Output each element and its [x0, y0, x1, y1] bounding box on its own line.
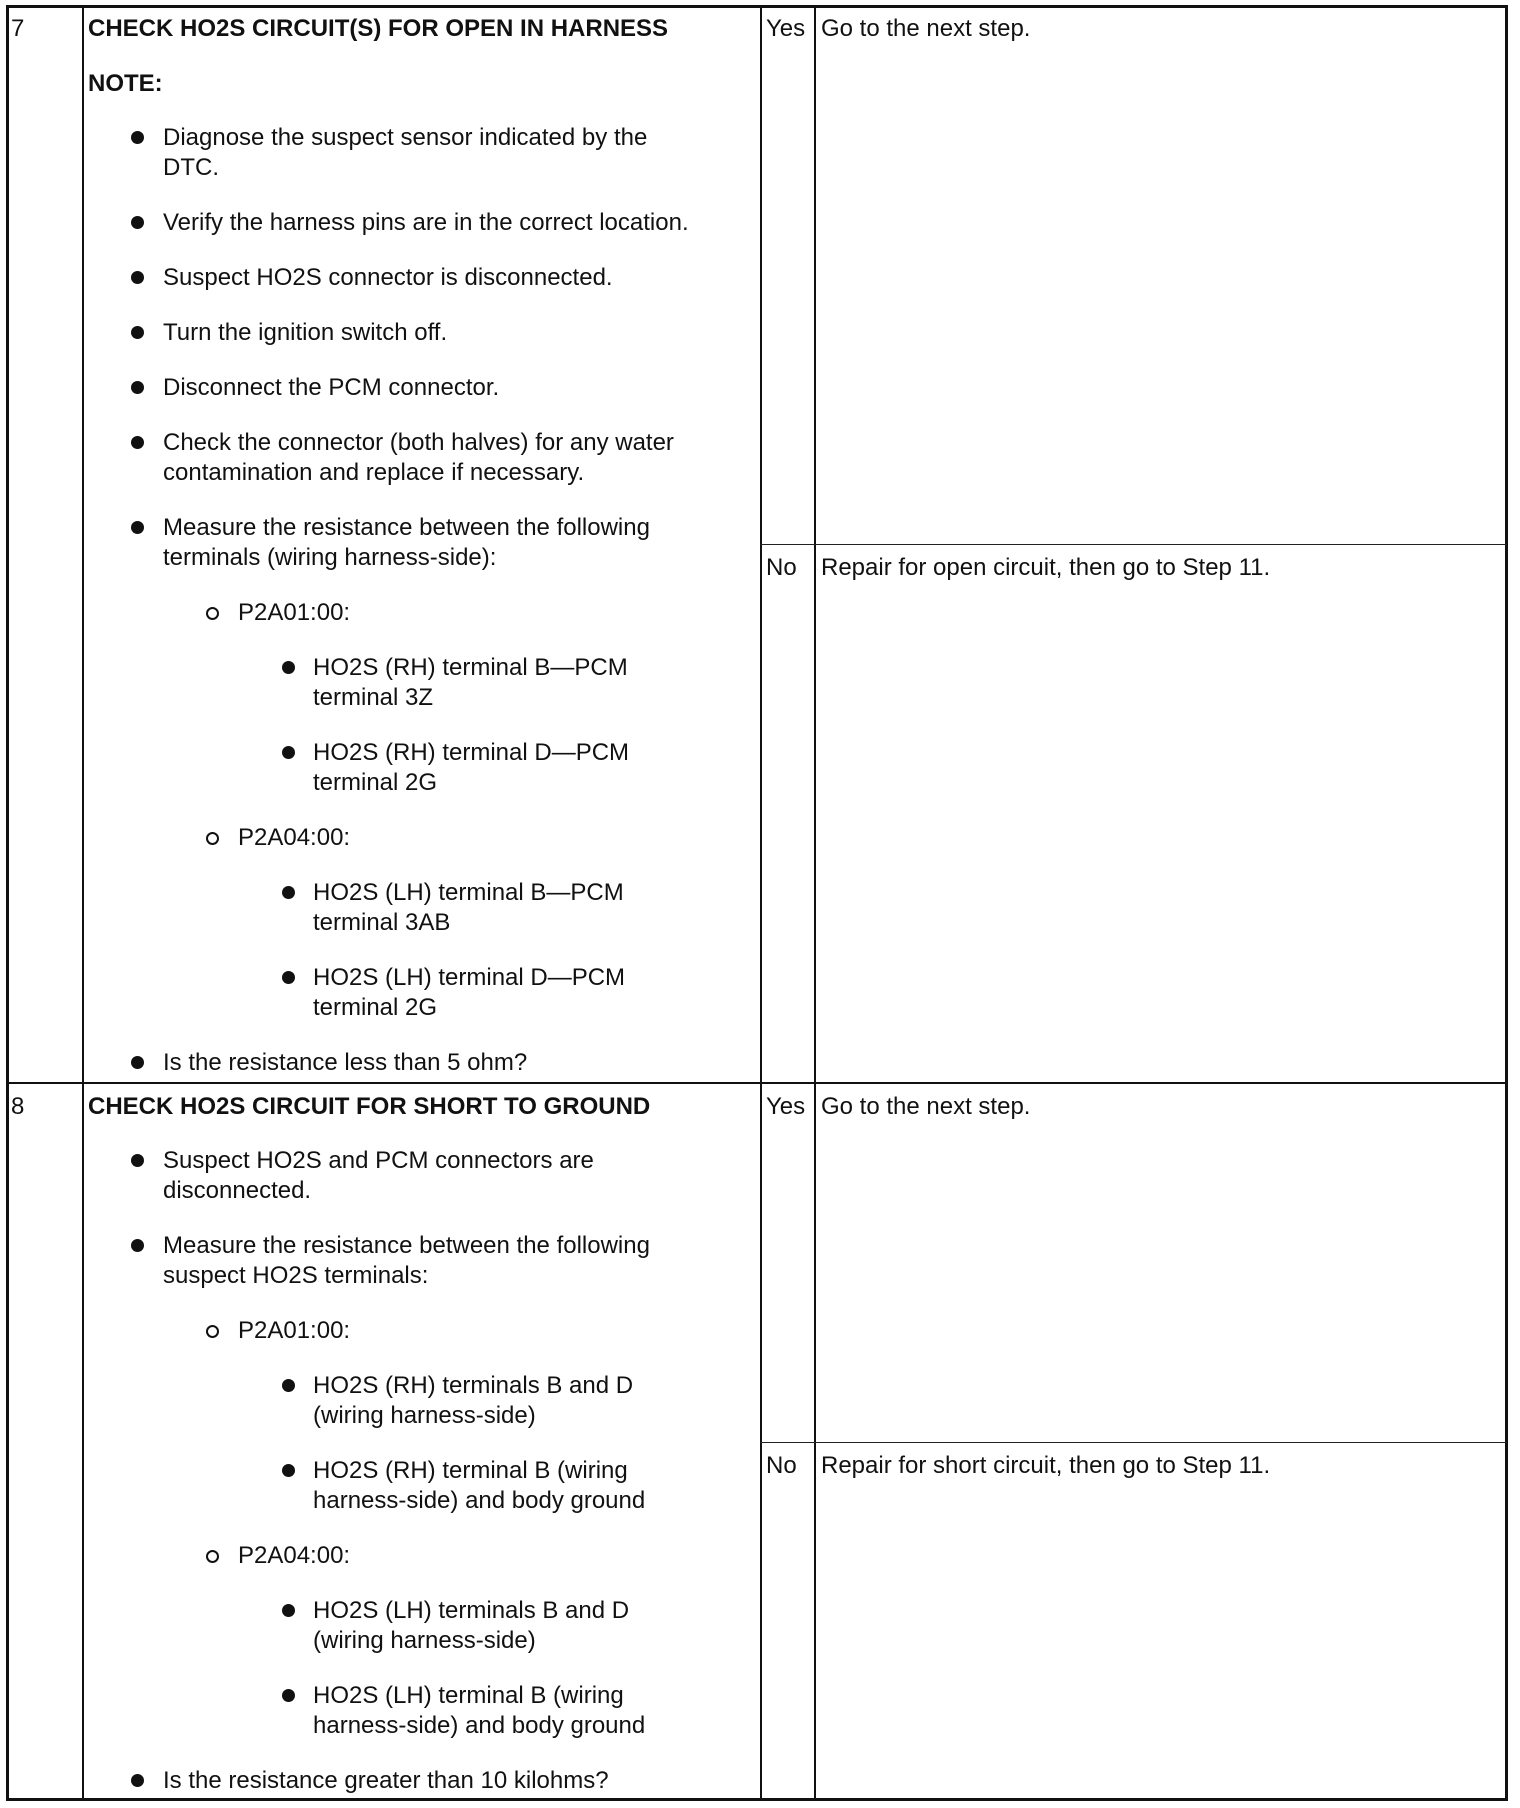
- column-divider-action: [760, 6, 762, 1800]
- list-item: Check the connector (both halves) for any water: [163, 429, 674, 456]
- bullet-icon: [282, 1464, 295, 1477]
- list-item-continuation: terminal 3AB: [313, 909, 451, 936]
- list-item: Measure the resistance between the following: [163, 514, 650, 541]
- list-item-continuation: harness-side) and body ground: [313, 1712, 646, 1739]
- column-divider-step: [82, 6, 84, 1800]
- bullet-icon: [282, 1604, 295, 1617]
- list-item: HO2S (RH) terminals B and D: [313, 1372, 634, 1399]
- step-number: 7: [11, 15, 25, 42]
- sub-group-label: P2A01:00:: [238, 599, 351, 626]
- list-item: Suspect HO2S connector is disconnected.: [163, 264, 613, 291]
- list-item: Verify the harness pins are in the correct location.: [163, 209, 689, 236]
- list-item: HO2S (LH) terminals B and D: [313, 1597, 630, 1624]
- answer-no: No: [766, 1452, 797, 1479]
- step-title: CHECK HO2S CIRCUIT FOR SHORT TO GROUND: [88, 1093, 651, 1120]
- bullet-icon: [131, 436, 144, 449]
- list-item-continuation: terminal 2G: [313, 994, 438, 1021]
- result-divider-step-8: [760, 1442, 1507, 1443]
- list-item: HO2S (LH) terminal B—PCM: [313, 879, 624, 906]
- answer-no: No: [766, 554, 797, 581]
- sub-group-label: P2A04:00:: [238, 1542, 351, 1569]
- bullet-icon: [282, 886, 295, 899]
- bullet-icon: [131, 271, 144, 284]
- question: Is the resistance less than 5 ohm?: [163, 1049, 528, 1076]
- bullet-icon: [131, 521, 144, 534]
- bullet-icon: [131, 216, 144, 229]
- action-text: Repair for short circuit, then go to Step 11.: [821, 1452, 1271, 1479]
- step-number: 8: [11, 1093, 25, 1120]
- list-item-continuation: DTC.: [163, 154, 219, 181]
- list-item-continuation: (wiring harness-side): [313, 1402, 536, 1429]
- list-item: HO2S (LH) terminal D—PCM: [313, 964, 626, 991]
- bullet-icon: [282, 971, 295, 984]
- question: Is the resistance greater than 10 kilohms?: [163, 1767, 609, 1794]
- list-item: HO2S (RH) terminal B (wiring: [313, 1457, 628, 1484]
- action-text: Repair for open circuit, then go to Step 11.: [821, 554, 1271, 581]
- bullet-icon: [131, 131, 144, 144]
- list-item: Disconnect the PCM connector.: [163, 374, 500, 401]
- bullet-icon: [131, 1154, 144, 1167]
- action-text: Go to the next step.: [821, 15, 1031, 42]
- bullet-icon: [282, 1379, 295, 1392]
- list-item: HO2S (RH) terminal D—PCM: [313, 739, 630, 766]
- list-item-continuation: terminal 2G: [313, 769, 438, 796]
- list-item-continuation: disconnected.: [163, 1177, 312, 1204]
- row-divider-step-8: [6, 1082, 1508, 1084]
- sub-bullet-circle-icon: [206, 832, 219, 845]
- list-item-continuation: terminals (wiring harness-side):: [163, 544, 497, 571]
- answer-yes: Yes: [766, 1093, 806, 1120]
- list-item-continuation: contamination and replace if necessary.: [163, 459, 585, 486]
- bullet-icon: [131, 1239, 144, 1252]
- sub-bullet-circle-icon: [206, 1325, 219, 1338]
- bullet-icon: [131, 1774, 144, 1787]
- step-title: CHECK HO2S CIRCUIT(S) FOR OPEN IN HARNESS: [88, 15, 669, 42]
- result-divider-step-7: [760, 544, 1507, 545]
- note-label: NOTE:: [88, 70, 163, 97]
- bullet-icon: [131, 326, 144, 339]
- column-divider-answer: [814, 6, 816, 1800]
- bullet-icon: [282, 661, 295, 674]
- list-item-continuation: (wiring harness-side): [313, 1627, 536, 1654]
- list-item: Diagnose the suspect sensor indicated by the: [163, 124, 648, 151]
- action-text: Go to the next step.: [821, 1093, 1031, 1120]
- sub-bullet-circle-icon: [206, 607, 219, 620]
- sub-group-label: P2A01:00:: [238, 1317, 351, 1344]
- list-item: Turn the ignition switch off.: [163, 319, 448, 346]
- list-item: Suspect HO2S and PCM connectors are: [163, 1147, 594, 1174]
- list-item: HO2S (RH) terminal B—PCM: [313, 654, 628, 681]
- bullet-icon: [282, 1689, 295, 1702]
- sub-group-label: P2A04:00:: [238, 824, 351, 851]
- bullet-icon: [131, 381, 144, 394]
- bullet-icon: [282, 746, 295, 759]
- list-item-continuation: suspect HO2S terminals:: [163, 1262, 429, 1289]
- list-item-continuation: harness-side) and body ground: [313, 1487, 646, 1514]
- list-item: Measure the resistance between the following: [163, 1232, 650, 1259]
- list-item: HO2S (LH) terminal B (wiring: [313, 1682, 624, 1709]
- sub-bullet-circle-icon: [206, 1550, 219, 1563]
- answer-yes: Yes: [766, 15, 806, 42]
- list-item-continuation: terminal 3Z: [313, 684, 434, 711]
- bullet-icon: [131, 1056, 144, 1069]
